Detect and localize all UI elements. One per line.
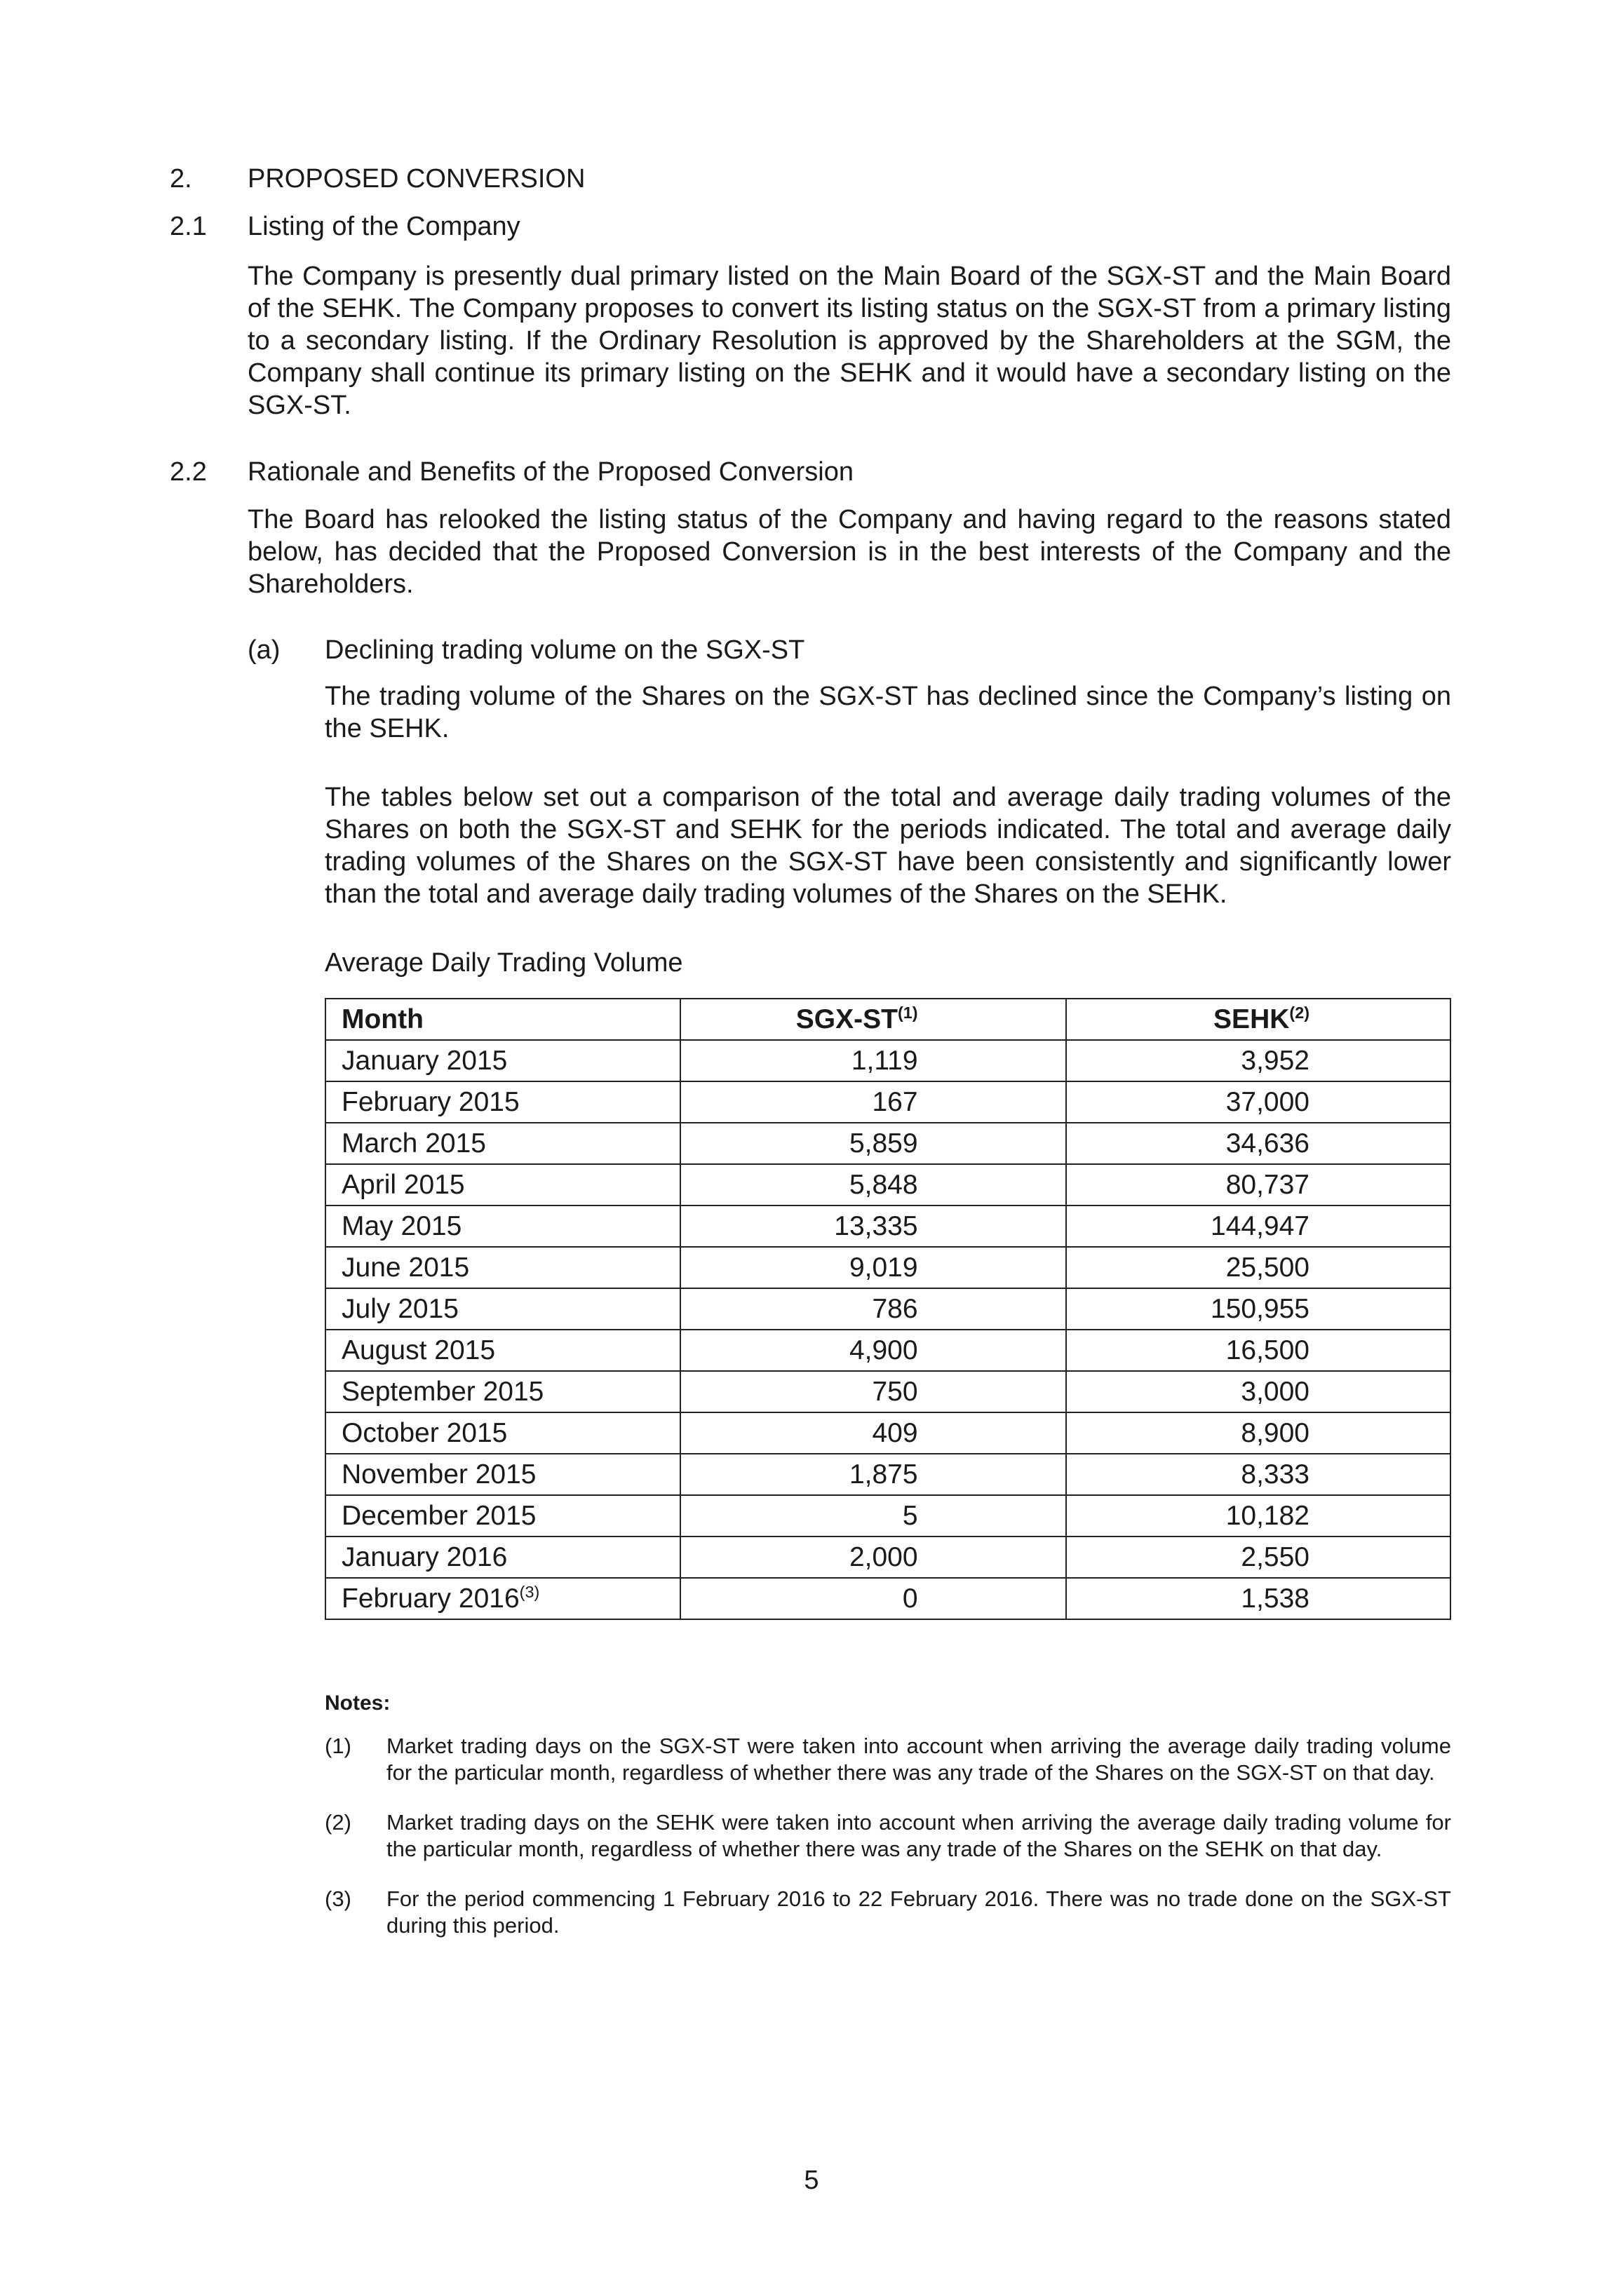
table-row: [325, 1288, 1450, 1330]
cell-sgx-st: 0: [680, 1578, 1065, 1619]
cell-month: January 2016: [325, 1537, 680, 1578]
header-sgx-footnote: (1): [897, 1003, 918, 1022]
header-month: Month: [325, 999, 680, 1040]
cell-month: August 2015: [325, 1330, 680, 1371]
cell-sehk: 10,182: [1066, 1495, 1450, 1537]
table-row: [325, 1537, 1450, 1578]
cell-sgx-st: 4,900: [680, 1330, 1065, 1371]
table-row: [325, 1371, 1450, 1412]
section-number: 2.: [170, 164, 192, 194]
subsection-number-2-2: 2.2: [170, 457, 207, 487]
cell-month: May 2015: [325, 1206, 680, 1247]
paragraph-listing: The Company is presently dual primary listed on the Main Board of the SGX-ST and the Main Board of the SEHK. The Company proposes to convert its listing status on the SGX-ST from a primary listing to a secondary listing. If the Ordinary Resolution is approved by the Shareholders at the SGM, the Company shall continue its primary listing on the SEHK and it would have a secondary listing on the SGX-ST.: [248, 262, 1451, 420]
cell-sehk: 150,955: [1066, 1288, 1450, 1330]
cell-sgx-st: 786: [680, 1288, 1065, 1330]
note-number-2: (2): [325, 1810, 351, 1835]
table-row: [325, 1454, 1450, 1495]
note-text-1: Market trading days on the SGX-ST were taken into account when arriving the average daily trading volume for the particular month, regardless of whether there was any trade of the Shares on the SGX-ST on that day.: [386, 1734, 1451, 1785]
cell-sehk: 3,952: [1066, 1040, 1450, 1081]
table-row: [325, 1330, 1450, 1371]
cell-sgx-st: 5,859: [680, 1123, 1065, 1164]
cell-sgx-st: 167: [680, 1081, 1065, 1123]
cell-sehk: 8,900: [1066, 1412, 1450, 1454]
trading-volume-table: [325, 998, 1451, 1620]
header-sgx-st: SGX-ST$^{(1)}$: [680, 999, 1065, 1040]
cell-sgx-st: 1,875: [680, 1454, 1065, 1495]
cell-month: June 2015: [325, 1247, 680, 1288]
notes-title: Notes:: [325, 1691, 391, 1715]
table-row: [325, 1164, 1450, 1206]
table-row: [325, 1123, 1450, 1164]
cell-sehk: 37,000: [1066, 1081, 1450, 1123]
table-row: [325, 1578, 1450, 1619]
cell-sehk: 2,550: [1066, 1537, 1450, 1578]
cell-sehk: 80,737: [1066, 1164, 1450, 1206]
cell-sehk: 144,947: [1066, 1206, 1450, 1247]
table-row: [325, 1081, 1450, 1123]
table-caption: Average Daily Trading Volume: [325, 948, 683, 978]
page-number: 5: [804, 2166, 819, 2195]
cell-sgx-st: 9,019: [680, 1247, 1065, 1288]
cell-sgx-st: 750: [680, 1371, 1065, 1412]
cell-month: April 2015: [325, 1164, 680, 1206]
item-title-a: Declining trading volume on the SGX-ST: [325, 635, 805, 665]
note-text-3: For the period commencing 1 February 2016 to 22 February 2016. There was no trade done on the SGX-ST during this period.: [386, 1886, 1451, 1938]
cell-month: October 2015: [325, 1412, 680, 1454]
table-row: [325, 1247, 1450, 1288]
table-header-row: [325, 999, 1450, 1040]
subsection-number-2-1: 2.1: [170, 212, 207, 241]
cell-month: March 2015: [325, 1123, 680, 1164]
month-footnote: (3): [519, 1582, 540, 1601]
paragraph-declining-volume: The trading volume of the Shares on the SGX-ST has declined since the Company’s listing on the SEHK.: [325, 682, 1451, 743]
paragraph-rationale: The Board has relooked the listing status of the Company and having regard to the reasons stated below, has decided that the Proposed Conversion is in the best interests of the Company and the Shareholders.: [248, 505, 1451, 599]
cell-sgx-st: 1,119: [680, 1040, 1065, 1081]
table-row: [325, 1206, 1450, 1247]
item-label-a: (a): [248, 635, 281, 665]
cell-sehk: 8,333: [1066, 1454, 1450, 1495]
cell-sgx-st: 13,335: [680, 1206, 1065, 1247]
header-sehk: SEHK$^{(2)}$: [1066, 999, 1450, 1040]
cell-sehk: 34,636: [1066, 1123, 1450, 1164]
cell-sgx-st: 5,848: [680, 1164, 1065, 1206]
cell-month: September 2015: [325, 1371, 680, 1412]
section-title: PROPOSED CONVERSION: [248, 164, 586, 194]
subsection-title-2-2: Rationale and Benefits of the Proposed Conversion: [248, 457, 854, 487]
cell-month: December 2015: [325, 1495, 680, 1537]
note-number-3: (3): [325, 1886, 351, 1911]
cell-sehk: 1,538: [1066, 1578, 1450, 1619]
cell-sgx-st: 5: [680, 1495, 1065, 1537]
table-row: [325, 1040, 1450, 1081]
cell-month: February 2015: [325, 1081, 680, 1123]
table-body: [325, 1040, 1450, 1619]
header-sehk-footnote: (2): [1289, 1003, 1309, 1022]
cell-sehk: 3,000: [1066, 1371, 1450, 1412]
cell-month: January 2015: [325, 1040, 680, 1081]
note-number-1: (1): [325, 1734, 351, 1758]
cell-sgx-st: 2,000: [680, 1537, 1065, 1578]
cell-month: July 2015: [325, 1288, 680, 1330]
table-row: [325, 1412, 1450, 1454]
paragraph-comparison: The tables below set out a comparison of the total and average daily trading volumes of the Shares on both the SGX-ST and SEHK for the periods indicated. The total and average daily trading volumes of the Shares on the SGX-ST have been consistently and significantly lower than the total and average daily trading volumes of the Shares on the SEHK.: [325, 783, 1451, 909]
cell-sehk: 16,500: [1066, 1330, 1450, 1371]
cell-month: February 2016$^{(3)}$: [325, 1578, 680, 1619]
cell-month: November 2015: [325, 1454, 680, 1495]
subsection-title-2-1: Listing of the Company: [248, 212, 520, 241]
table-row: [325, 1495, 1450, 1537]
cell-sehk: 25,500: [1066, 1247, 1450, 1288]
cell-sgx-st: 409: [680, 1412, 1065, 1454]
note-text-2: Market trading days on the SEHK were taken into account when arriving the average daily trading volume for the particular month, regardless of whether there was any trade of the Shares on the SEHK on that day.: [386, 1810, 1451, 1861]
